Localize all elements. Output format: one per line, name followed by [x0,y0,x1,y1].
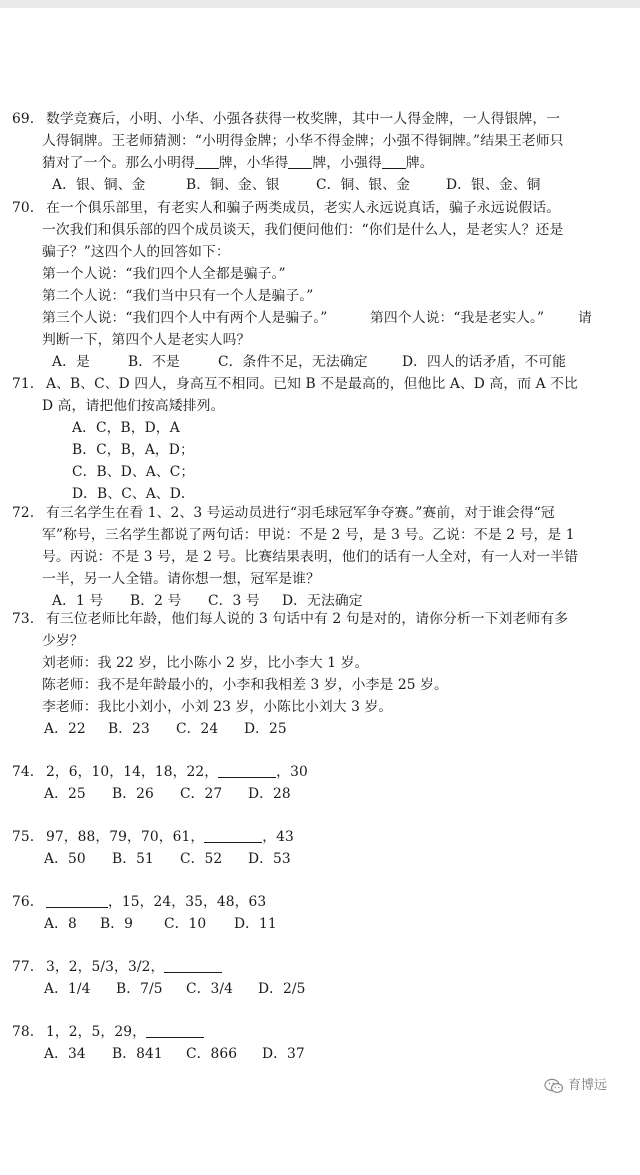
question-text: 有三位老师比年龄，他们每人说的 3 句话中有 2 句是对的，请你分析一下刘老师有多 [46,611,569,627]
options-row [0,913,640,935]
option-a: A．1 号 [52,593,104,609]
option-c: C．铜、银、金 [316,177,411,193]
option-d: D．37 [262,1046,305,1062]
question-text: 3，2，5/3，3/2， [46,956,222,978]
top-bar [0,0,640,8]
option-b: B．23 [108,721,150,737]
option-c: C．866 [186,1046,238,1062]
option-c: C．52 [180,851,223,867]
wechat-icon [544,1078,564,1094]
question-text: 有三名学生在看 1、2、3 号运动员进行“羽毛球冠军争夺赛。”赛前，对于谁会得“冠 [46,505,555,521]
answer-blank [46,893,108,908]
options-row [0,718,640,740]
question-number: 70. [12,200,35,216]
option-b: B．不是 [128,354,180,370]
options-row [0,1043,640,1065]
answer-blank [382,154,406,169]
option-a: A．银、铜、金 [52,177,146,193]
option-c: C．27 [180,786,223,802]
question-number: 78. [12,1024,35,1040]
option-d: D．四人的话矛盾，不可能 [402,354,567,370]
option-d: D．银、金、铜 [446,177,541,193]
question-text: 猜对了一个。那么小明得 牌，小华得 牌，小强得 牌。 [42,155,434,171]
option-d: D．53 [248,851,291,867]
question-text: A、B、C、D 四人，身高互不相同。已知 B 不是最高的，但他比 A、D 高，而 A 不比 [46,376,578,392]
question-number: 75. [12,829,35,845]
question-text: 刘老师：我 22 岁，比小陈小 2 岁，比小李大 1 岁。 [42,655,369,671]
question-text: 少岁？ [42,633,84,649]
question-text: 陈老师：我不是年龄最小的，小李和我相差 3 岁，小李是 25 岁。 [42,677,448,693]
question-number: 69. [12,111,35,127]
question-number: 73. [12,611,35,627]
question-number: 76. [12,894,35,910]
answer-blank [164,958,222,973]
option-a: A．1/4 [44,981,91,997]
question-text: 骗子？”这四个人的回答如下： [42,244,230,260]
option-a: A．50 [44,851,86,867]
option-d: D．11 [234,916,277,932]
question-number: 71. [12,376,35,392]
option-c: C．24 [176,721,219,737]
question-text: 第一个人说：“我们四个人全都是骗子。” [42,266,286,282]
question-text: 2，6，10，14，18，22， ，30 [46,764,308,780]
option-b: B．铜、金、银 [186,177,280,193]
question-number: 77. [12,959,35,975]
option-b: B．C，B，A，D； [72,442,194,458]
option-d: D．B、C、A、D． [72,486,195,502]
option-b: B．51 [112,851,154,867]
question-number: 74. [12,764,35,780]
option-b: B．841 [112,1046,163,1062]
question-text: 人得铜牌。王老师猜测：“小明得金牌；小华不得金牌；小强不得铜牌。”结果王老师只 [42,133,564,149]
question-text: 军”称号，三名学生都说了两句话：甲说：不是 2 号，是 3 号。乙说：不是 2 号，是 1 [42,527,575,543]
question-text: 第二个人说：“我们当中只有一个人是骗子。” [42,288,314,304]
question-text: 请 [578,310,592,326]
option-b: B．9 [100,916,134,932]
options-row [0,848,640,870]
answer-blank [288,154,312,169]
answer-blank [146,1023,204,1038]
options-row [0,783,640,805]
question-text: 第四个人说：“我是老实人。” [370,310,545,326]
answer-blank [204,828,262,843]
option-d: D．无法确定 [282,593,363,609]
question-text: 数学竞赛后，小明、小华、小强各获得一枚奖牌，其中一人得金牌，一人得银牌，一 [46,111,561,127]
answer-blank [218,763,276,778]
option-c: C．3 号 [208,593,260,609]
option-c: C．B、D、A、C； [72,464,195,480]
options-row [0,978,640,1000]
option-c: C．10 [164,916,207,932]
option-d: D．2/5 [258,981,306,997]
option-a: A．C，B，D，A [72,420,180,436]
question-text: 一半，另一人全错。请你想一想，冠军是谁？ [42,571,320,587]
option-a: A．34 [44,1046,86,1062]
options-row [0,174,640,196]
option-a: A．是 [52,354,90,370]
options-row [0,351,640,373]
option-b: B．2 号 [130,593,182,609]
question-text: 号。丙说：不是 3 号，是 2 号。比赛结果表明，他们的话有一人全对，有一人对一半错 [42,549,578,565]
question-text: D 高，请把他们按高矮排列。 [42,398,225,414]
question-text: ，15，24，35，48，63 [46,891,266,913]
option-c: C．条件不足，无法确定 [218,354,368,370]
question-text: 一次我们和俱乐部的四个成员谈天，我们便问他们：“你们是什么人，是老实人？还是 [42,222,564,238]
option-a: A．8 [44,916,77,932]
option-a: A．25 [44,786,86,802]
question-number: 72. [12,505,35,521]
answer-blank [195,154,219,169]
question-text: 判断一下，第四个人是老实人吗？ [42,332,251,348]
option-d: D．28 [248,786,291,802]
option-a: A．22 [44,721,86,737]
option-d: D．25 [244,721,287,737]
question-text: 1，2，5，29， [46,1021,204,1043]
watermark-text: 育博远 [568,1078,608,1093]
option-b: B．7/5 [116,981,163,997]
question-text: 第三个人说：“我们四个人中有两个人是骗子。” [42,310,328,326]
option-b: B．26 [112,786,154,802]
question-text: 在一个俱乐部里，有老实人和骗子两类成员，老实人永远说真话，骗子永远说假话。 [46,200,561,216]
question-text: 李老师：我比小刘小，小刘 23 岁，小陈比小刘大 3 岁。 [42,699,393,715]
question-text: 97，88，79，70，61， ，43 [46,829,294,845]
option-c: C．3/4 [186,981,234,997]
